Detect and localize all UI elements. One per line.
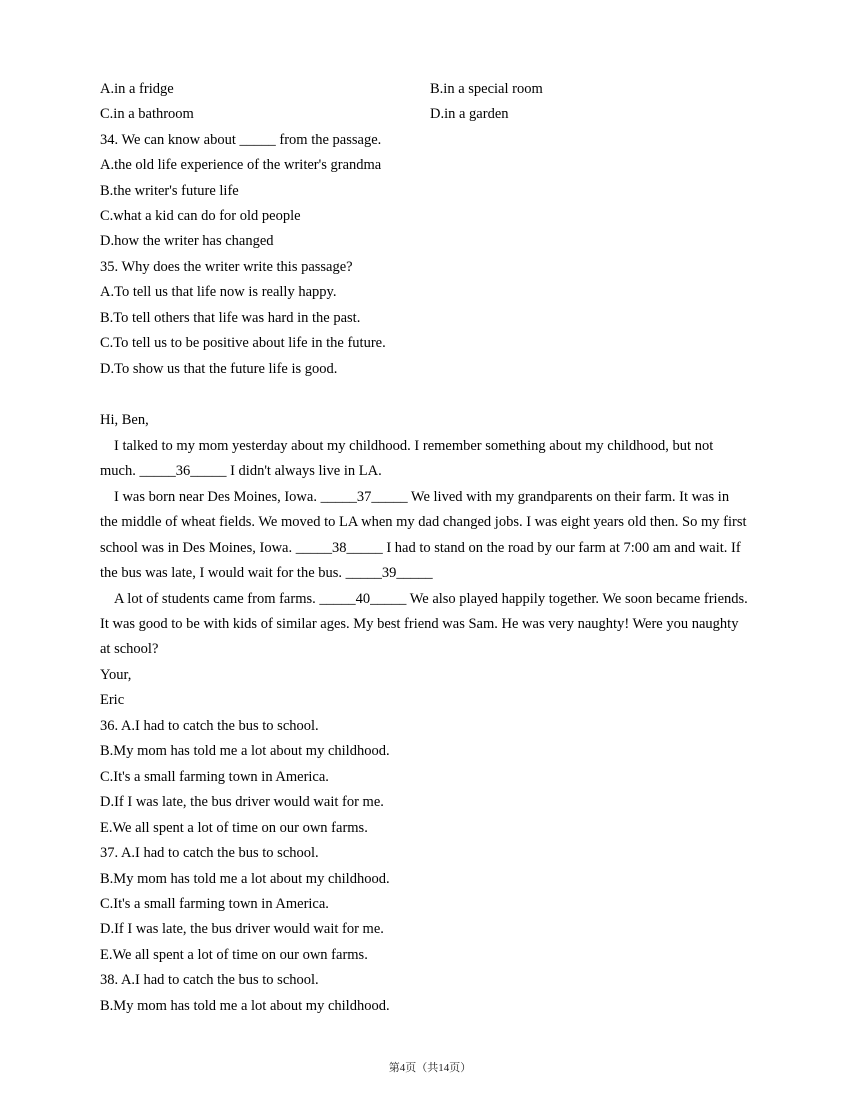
- option-36-c: C.It's a small farming town in America.: [100, 769, 329, 785]
- option-36-b: B.My mom has told me a lot about my childhood.: [100, 743, 390, 759]
- letter-signature: Eric: [100, 692, 125, 708]
- option-34-d: D.how the writer has changed: [100, 233, 274, 249]
- option-34-b: B.the writer's future life: [100, 183, 239, 199]
- option-33-b: B.in a special room: [430, 81, 543, 97]
- option-33-d: D.in a garden: [430, 106, 509, 122]
- option-37-e: E.We all spent a lot of time on our own farms.: [100, 947, 368, 963]
- option-35-b: B.To tell others that life was hard in the past.: [100, 310, 361, 326]
- letter-paragraph-3-line-1: A lot of students came from farms. _____40_____ We also played happily together. We soon became friends.: [114, 591, 748, 607]
- option-38-b: B.My mom has told me a lot about my childhood.: [100, 998, 390, 1014]
- page-footer: 第4页（共14页）: [388, 1062, 472, 1074]
- letter-paragraph-2-line-3: school was in Des Moines, Iowa. _____38_____ I had to stand on the road by our farm at 7:00 am and wait. If: [100, 540, 741, 556]
- letter-paragraph-2-line-1: I was born near Des Moines, Iowa. _____37_____ We lived with my grandparents on their farm. It was in: [114, 489, 730, 505]
- letter-greeting: Hi, Ben,: [100, 412, 149, 428]
- question-35: 35. Why does the writer write this passage?: [100, 259, 353, 275]
- letter-paragraph-3-line-3: at school?: [100, 641, 159, 657]
- option-36-d: D.If I was late, the bus driver would wait for me.: [100, 794, 384, 810]
- letter-paragraph-2-line-2: the middle of wheat fields. We moved to LA when my dad changed jobs. I was eight years old then. So my first: [100, 514, 747, 530]
- question-34: 34. We can know about _____ from the passage.: [100, 132, 382, 148]
- option-37-a: 37. A.I had to catch the bus to school.: [100, 845, 319, 861]
- letter-paragraph-1-line-2: much. _____36_____ I didn't always live in LA.: [100, 463, 382, 479]
- letter-paragraph-2-line-4: the bus was late, I would wait for the bus. _____39_____: [100, 565, 433, 581]
- option-34-a: A.the old life experience of the writer's grandma: [100, 157, 382, 173]
- option-34-c: C.what a kid can do for old people: [100, 208, 301, 224]
- option-33-c: C.in a bathroom: [100, 106, 194, 122]
- option-36-e: E.We all spent a lot of time on our own farms.: [100, 820, 368, 836]
- letter-closing: Your,: [100, 667, 132, 683]
- option-37-c: C.It's a small farming town in America.: [100, 896, 329, 912]
- option-37-b: B.My mom has told me a lot about my childhood.: [100, 871, 390, 887]
- letter-paragraph-1-line-1: I talked to my mom yesterday about my childhood. I remember something about my childhood, but not: [114, 438, 714, 454]
- letter-paragraph-3-line-2: It was good to be with kids of similar ages. My best friend was Sam. He was very naughty! Were you naughty: [100, 616, 739, 632]
- option-33-a: A.in a fridge: [100, 81, 174, 97]
- option-38-a: 38. A.I had to catch the bus to school.: [100, 972, 319, 988]
- option-35-a: A.To tell us that life now is really happy.: [100, 284, 337, 300]
- option-35-d: D.To show us that the future life is good.: [100, 361, 338, 377]
- option-35-c: C.To tell us to be positive about life in the future.: [100, 335, 386, 351]
- option-36-a: 36. A.I had to catch the bus to school.: [100, 718, 319, 734]
- option-37-d: D.If I was late, the bus driver would wait for me.: [100, 921, 384, 937]
